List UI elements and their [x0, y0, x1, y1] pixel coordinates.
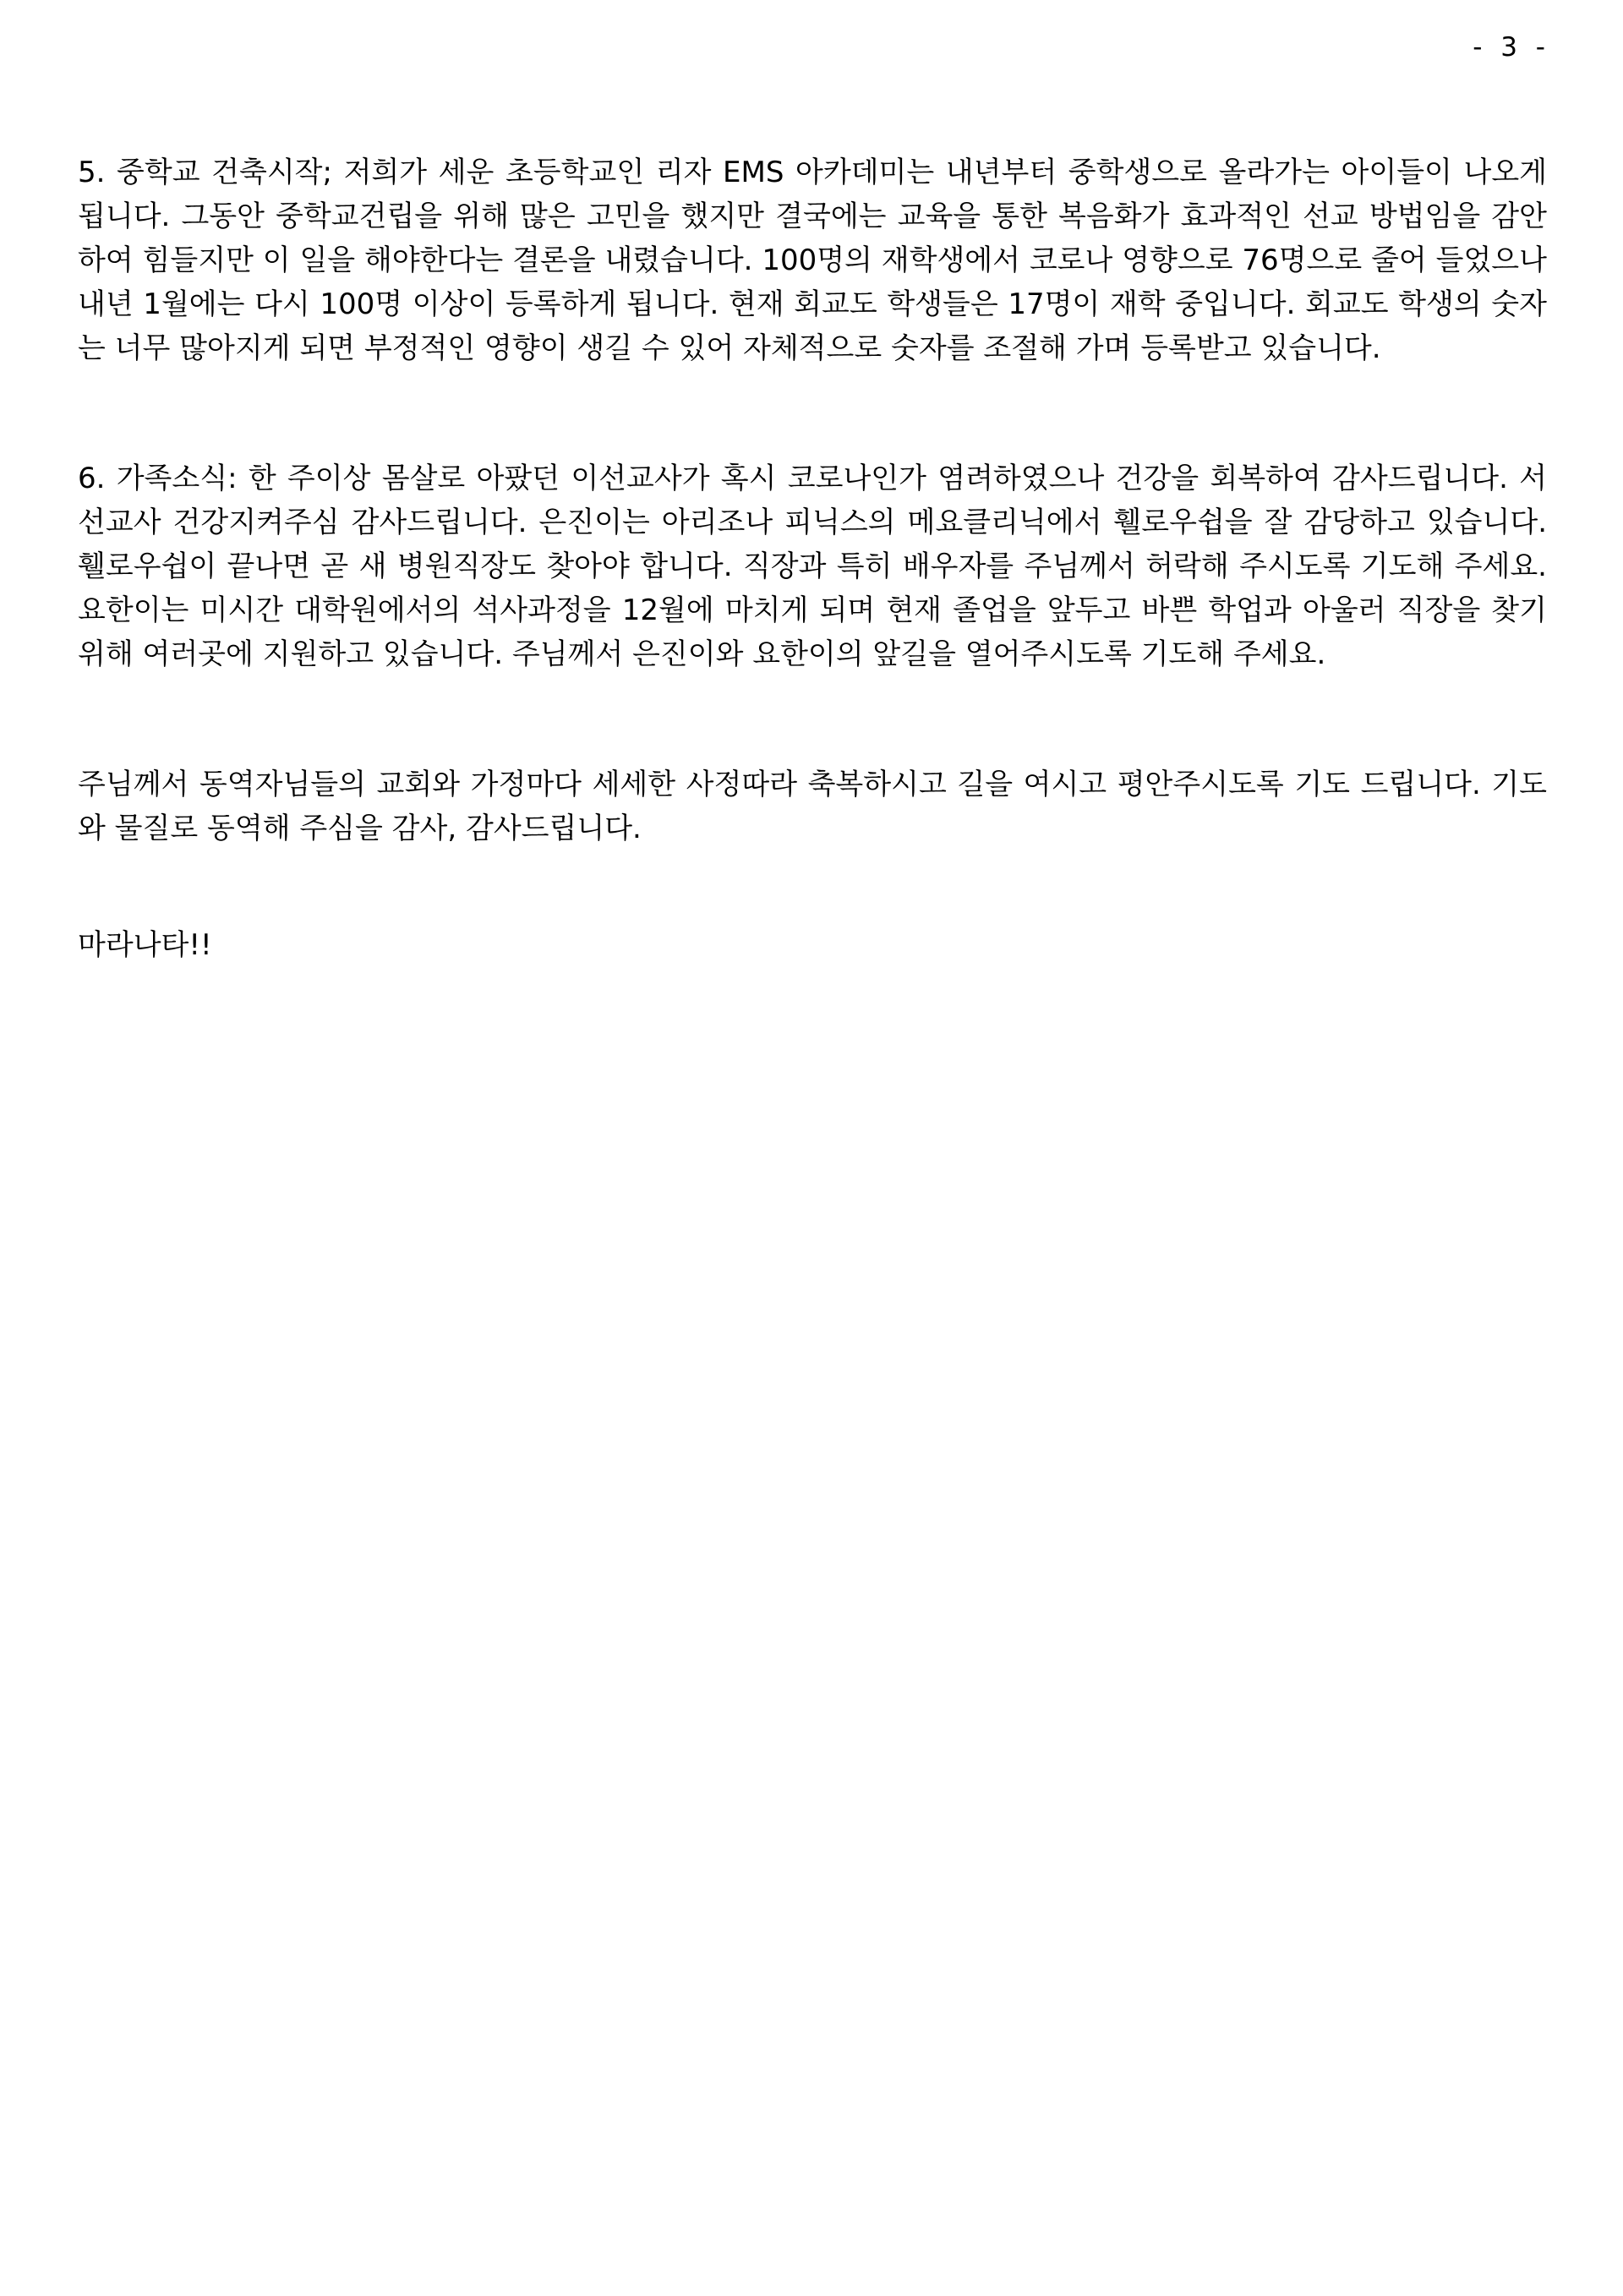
section-heading: 5. 중학교 건축시작; [78, 156, 344, 189]
paragraph-spacer [78, 676, 1547, 763]
section-middle-school-construction [78, 150, 1547, 370]
paragraph-spacer [78, 370, 1547, 456]
letter-body [78, 150, 1547, 967]
paragraph-spacer [78, 850, 1547, 923]
page-number: - 3 - [1473, 32, 1550, 63]
section-heading: 6. 가족소식: [78, 462, 249, 495]
closing-blessing: 주님께서 동역자님들의 교회와 가정마다 세세한 사정따라 축복하시고 길을 여시고 평안주시도록 기도 드립니다. 기도와 물질로 동역해 주심을 감사, 감사드립니다. [78, 768, 1547, 845]
section-body: 저희가 세운 초등학교인 리자 EMS 아카데미는 내년부터 중학생으로 올라가는 아이들이 나오게 됩니다. 그동안 중학교건립을 위해 많은 고민을 했지만 결국에는 교육을 통한 복음화가 효과적인 선교 방법임을 감안하여 힘들지만 이 일을 해야한다는 결론을 내렸습니다. 100명의 재학생에서 코로나 영향으로 76명으로 줄어 들었으나 내년 1월에는 다시 100명 이상이 등록하게 됩니다. 현재 회교도 학생들은 17명이 재학 중입니다. 회교도 학생의 숫자는 너무 많아지게 되면 부정적인 영향이 생길 수 있어 자체적으로 숫자를 조절해 가며 등록받고 있습니다. [78, 156, 1548, 365]
closing-signoff: 마라나타!! [78, 928, 212, 962]
section-family-news [78, 456, 1547, 676]
section-body: 한 주이상 몸살로 아팠던 이선교사가 혹시 코로나인가 염려하였으나 건강을 회복하여 감사드립니다. 서선교사 건강지켜주심 감사드립니다. 은진이는 아리조나 피닉스의 메요클리닉에서 휄로우쉽을 잘 감당하고 있습니다. 휄로우쉽이 끝나면 곧 새 병원직장도 찾아야 합니다. 직장과 특히 배우자를 주님께서 허락해 주시도록 기도해 주세요. 요한이는 미시간 대학원에서의 석사과정을 12월에 마치게 되며 현재 졸업을 앞두고 바쁜 학업과 아울러 직장을 찾기 위해 여러곳에 지원하고 있습니다. 주님께서 은진이와 요한이의 앞길을 열어주시도록 기도해 주세요. [78, 462, 1547, 671]
